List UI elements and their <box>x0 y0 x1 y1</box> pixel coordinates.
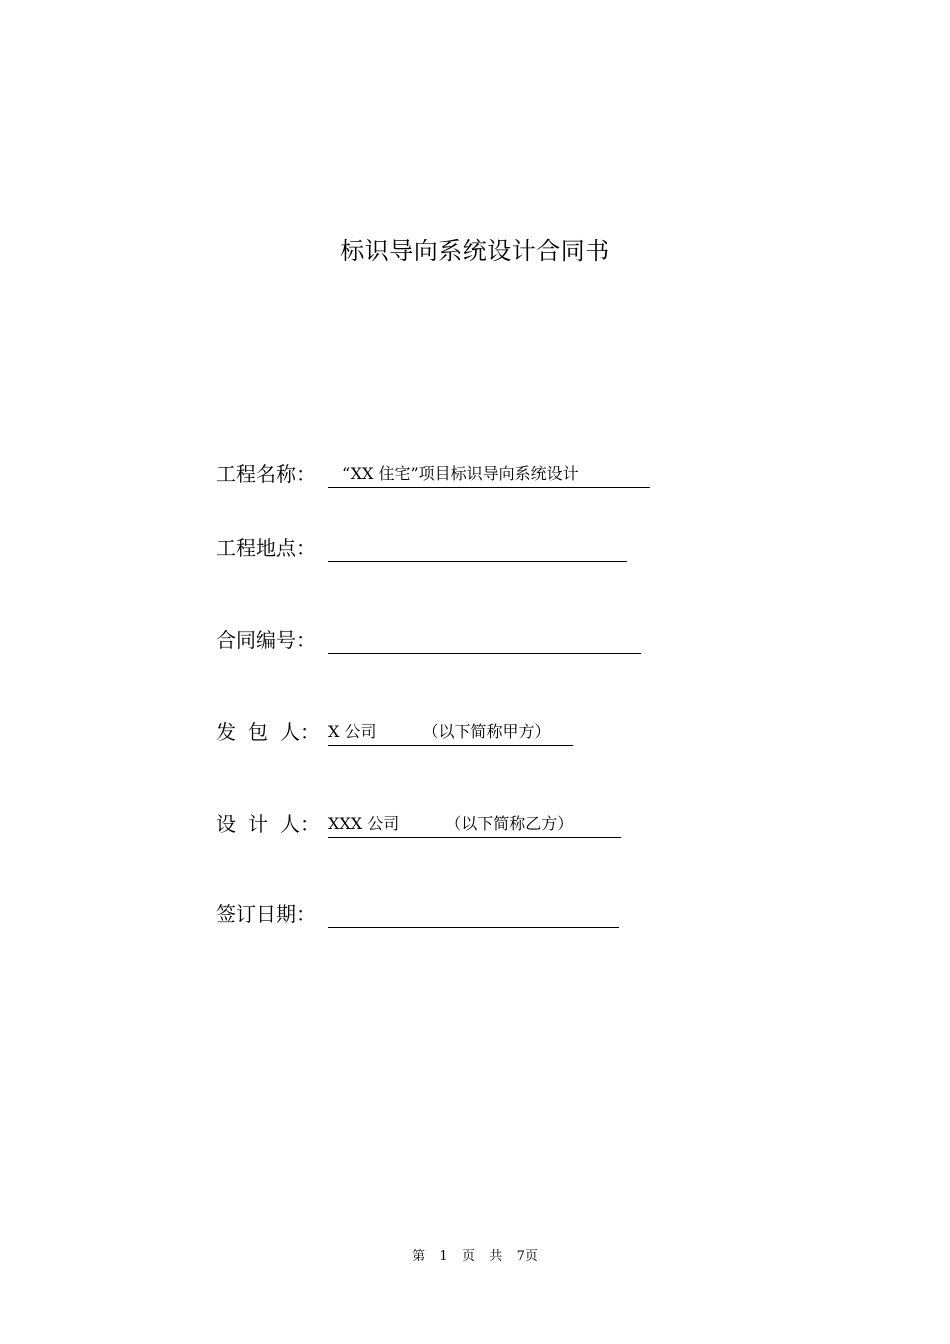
client-label <box>216 718 320 746</box>
total-prefix: 共 <box>489 1249 503 1264</box>
client-name: X 公司 <box>328 722 377 741</box>
signing-date-label: 签订日期： <box>216 902 316 926</box>
signing-date-value <box>328 903 619 928</box>
client-label-char-1: 发 <box>216 720 248 744</box>
client-field <box>216 716 596 746</box>
page-prefix: 第 <box>412 1249 426 1264</box>
client-label-char-3: 人： <box>280 720 320 744</box>
designer-label-char-3: 人： <box>280 812 320 836</box>
client-value <box>328 721 573 746</box>
designer-name: XXX 公司 <box>328 814 400 833</box>
document-title: 标识导向系统设计合同书 <box>340 237 610 265</box>
page-total: 7 <box>516 1249 525 1264</box>
designer-label <box>216 810 320 838</box>
project-name-value <box>328 463 650 488</box>
project-name-text: “XX 住宅”项目标识导向系统设计 <box>342 464 579 483</box>
designer-value <box>328 813 621 838</box>
total-unit: 页 <box>524 1249 538 1264</box>
contract-number-label: 合同编号： <box>216 628 316 652</box>
page-current: 1 <box>439 1249 448 1264</box>
designer-label-char-2: 计 <box>248 812 280 836</box>
project-location-label: 工程地点： <box>216 536 316 560</box>
page-counter <box>0 1248 950 1266</box>
client-note: （以下简称甲方） <box>422 722 551 741</box>
client-label-char-2: 包 <box>248 720 280 744</box>
designer-note: （以下简称乙方） <box>445 814 574 833</box>
page-unit: 页 <box>461 1249 475 1264</box>
project-location-field <box>216 532 636 562</box>
project-location-value <box>328 537 627 562</box>
signing-date-field <box>216 898 626 928</box>
project-name-field <box>216 458 656 488</box>
designer-label-char-1: 设 <box>216 812 248 836</box>
designer-field <box>216 808 636 838</box>
project-name-label: 工程名称： <box>216 462 316 486</box>
contract-number-value <box>328 629 641 654</box>
contract-number-field <box>216 624 646 654</box>
